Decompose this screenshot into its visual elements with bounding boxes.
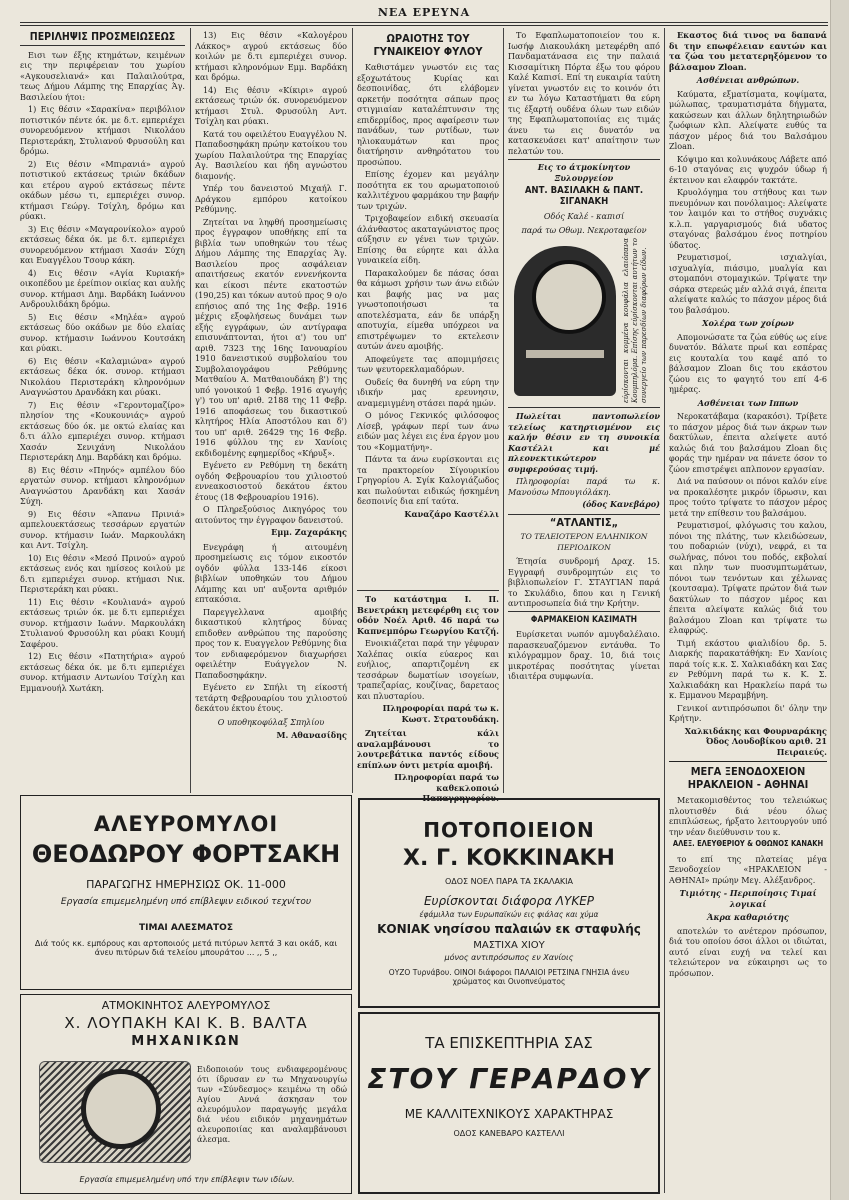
paragraph: Απομονώσατε τα ζώα εύθύς ως είνε δυνατόν. Βάλατε πρωί και εσπέρας εις κουταλία του καφέ από το βάλσαμον Zloan δις του εκάστου ζώου εις το φαγητό του επί 4-6 ημέρας. [669,331,827,394]
notice-heading: Το κατάστημα Ι. Π. Βενετράκη μετεφέρθη εις τον οδόν Νοέλ Αριθ. 46 παρά τω Καπνεμπόρω Γεωργίου Κατζή. [357,590,499,636]
address: παρά τω Οθωμ. Νεκροταφείον [521,224,647,235]
paragraph: 2) Εις θέσιν «Μπιρανιά» αγρού ποτιστικού εκτάσεως τριών δκάδων και ετέρου αγρού εκτάσεως πέντε οκάδων μέσω τι, εμπεριέχει συνορ. κτήμασι Γεώργ. Τσίχλη, δρόμω και ρύακι. [20,158,185,221]
ad-line: Ευρίσκονται διάφορα ΛΥΚΕΡ [423,894,595,908]
signature: Εμμ. Ζαχαράκης [271,527,347,537]
ad-heading: ΑΤΜΟΚΙΝΗΤΟΣ ΑΛΕΥΡΟΜΥΛΟΣ [101,999,271,1012]
column-3 [357,30,499,590]
paragraph: Γενικοί αντιπρόσωποι δι' όλην την Κρήτην. [669,702,827,723]
flywheel-icon [81,1069,161,1149]
pharmacy-heading: ΦΑΡΜΑΚΕΙΟΝ ΚΑΣΙΜΑΤΗ [508,611,660,626]
saw-wheel-icon [532,260,606,334]
ad-heading: ΜΗΧΑΝΙΚΩΝ [131,1034,241,1049]
ad-line: Εργασία επιμεμελημένη υπό επίβλεψιν ειδικού τεχνίτου [60,897,312,907]
header-rule-2 [20,25,828,26]
ad-text: Ειδοποιούν τους ενδιαφερομένους ότι ίδρυσαν εν τω Μηχανουργίω των «Σύνδεσμος» κειμένω τη οδώ Αγίου Αννά άσκησαν τον αλευρόμυλον παραγωγής μεγάλα διά νέου ειδικόν μηχανημάτων αλευροποιίας και αναλαμβάνουσι άλεσμα. [197,1065,347,1144]
paragraph: Κατά του οφειλέτου Ευαγγέλου Ν. Παπαδοσηφάκη πρώην κατοίκου του χωρίου Παλαιλούτρα της Επαρχίας Αγ. Βασιλείου και ήδη αγνώστου διαμονής. [195,128,347,181]
hotel-heading: ΜΕΓΑ ΞΕΝΟΔΟΧΕΙΟΝ ΗΡΑΚΛΕΙΟΝ - ΑΘΗΝΑΙ [669,761,827,791]
paragraph: 4) Εις θέσιν «Αγία Κυριακή» οικοπέδου με έρείπιον οικίας και αυλής συνορ. κτήμασι Δημ. Βαρδάκη Ιωάννου Ανδρουλιδάκη δρόμω. [20,267,185,309]
paragraph: Εγένετο εν Σπήλι τη είκοστή τετάρτη Φεβρουαρίου του χιλιοστού δεκάτου έκτου έτους. [195,682,347,713]
paragraph: 10) Εις θέσιν «Μεσό Πρινού» αγρού εκτάσεως ενός και ημίσεος κοιλού με δ.τι εμπεριέχει συνορ. κτήμασι Νικ. Περιστεράκη και ρύακι. [20,552,185,594]
atlantis-subtitle: ΤΟ ΤΕΛΕΙΟΤΕΡΟΝ ΕΛΛΗΝΙΚΟΝ ΠΕΡΙΟΔΙΚΟΝ [520,532,648,552]
ad-line: ΟΔΟΣ ΝΟΕΛ ΠΑΡΑ ΤΑ ΣΚΑΛΑΚΙΑ [444,877,574,886]
paragraph: Ο υποθηκοφύλαξ Σπηλίου [217,716,325,727]
paragraph: Πάντα τα άνω ευρίσκονται εις τα πρακτορείον Σίγουρικίου Γρηγορίου Α. Σγίκ Καλογιάζωδος και πωλούνται ειδικώς ήσκημένη δεσποινίς δια επί ταύτα. [357,454,499,506]
paragraph: Ζητείται να ληφθή προσημείωσις προς έγγραφον υποθήκης επί τα βιβλία των υποθηκών του τέως Δήμου Λάμπης της Επαρχίας Άγ. Βασιλείου προς ασφάλειαν απαιτήσεως εκατόν εννενήκοντα και είκοσι πέντε εκατοστών (190,25) και τόκων αυτού προς 9 ο/ο επήσιος από της 1ης Φεβρ. 1916 μέχρις εξοφλήσεως δυνάμει των εξής εγγράφων, ών αντίγραφα επισυνάπτονται, ήτοι α') του υπ' αριθ. 7323 της 16ης Ιανουαρίου 1910 δανειστικού συμβολαίου του Συμβολαιογράφου Ρεθύμνης Ματθαίου Α. Ματθαιουδάκη β') της υπό γονοικού 1 Φεβρ. 1916 αγωγής γ') του υπ' αριθ. 2188 της 11 Φεβρ. 1916 αποφάσεως του δικαστικού κλητήρος Ηλία Αποστόλου και δ') του υπ' αριθ. 26429 της 16 Φεβρ. 1916 φύλλου της εν Χανίοις εκδιδομένης εφημερίδος «Κήρυξ». [195,216,347,458]
paragraph: Εισι των έξης κτημάτων, κειμένων εις την περιφέρειαν του χωρίου «Αγκουσελιανά» και Παλαιλούτρα, τεως Δήμου Λάμπης της Επαρχίας Άγ. Βασιλείου ήτοι: [20,49,185,102]
paragraph: Κρυολόγημα του στήθους και των πνευμόνων και πονόλαιμος: Αλείψατε τον λαιμόν και το στήθος συχνάκις κ.λ.π. γαργαρισμούς διά υδατος σταγόνας βαλσάμου ένος ποτηρίου ύδατος. [669,187,827,250]
signature: Καναζάρο Καστέλλι [404,508,499,519]
paragraph: Τιμή εκάστου φιαλιδίου δρ. 5. Διαρκής παρακατάθήκη: Εν Χανίοις παρά τοίς κ.κ. Σ. Χαλκιαδάκη και Σας εν Ρεθύμνη παρά τω κ. Κ. Σ. Χαλκιαδάκη και Ηρακλείω παρά τω κ. Εμμανου Μεραμβήνη. [669,637,827,700]
paragraph: Ευρίσκεται νωπόν αμυγδαλέλαιο. παρασκευαζόμενον εντάυθα. Το κιλόγραμμον δραχ. 10, διά τοις μικροτέρας ποσότητας γίνεται ιδιαιτέρα συμφωνία. [508,629,660,681]
paragraph: Πωλείται παντοπωλείον τελείως κατηρτισμένον εις καλήν θέσιν εν τη συνοικία Καστέλλι και μέ πλεονεκτικώτερον συμφερούσας τιμή. [508,407,660,474]
paragraph: (όδος Κανεβάρο) [582,499,660,509]
paragraph: Χαλκιδάκης και Φουρναράκης Όδος Λουδοβίκου αριθ. 21 Πειραιεύς. [684,725,827,757]
paragraph: Εγένετο εν Ρεθύμνη τη δεκάτη ογδόη Φεβρουαρίου του χιλιοστού εννεακοσιοστού δεκάτου έκτου έτους (18 Φεβρουαρίου 1916). [195,460,347,502]
ad-heading: ΑΛΕΥΡΟΜΥΛΟΙ [93,812,279,836]
paragraph: Παρακαλούμεν δε πάσας όσαι θα κάμωσι χρήσιν των άνω ειδών και βαφής μας να μας γνωστοποιήσωσι τα αποτελέσματα, εάν δε υπάρξη αποτυχία, είμεθα υπόχρεοι να επιστρέψωμεν το εκτελεσιν αυτών άνευ αμοιβής. [357,267,499,351]
ad-line: Διά τούς κκ. εμπόρους και αρτοποιούς μετά πιτύρων λεπτά 3 και οκάδ, και άνευ πιτύρων διά τελείου μπουράτου ... ,, 5 ,, [34,939,338,957]
workshop-illustration [508,238,660,403]
column-divider [190,28,191,793]
column-5 [669,30,827,1195]
ad-line: ΤΙΜΑΙ ΑΛΕΣΜΑΤΟΣ [139,923,233,933]
column-4 [508,30,660,790]
hotel-owners: ΑΛΕΞ. ΕΛΕΥΘΕΡΙΟΥ & ΟΘΩΝΟΣ ΚΑΝΑΚΗ [672,839,824,848]
paragraph: Ουδείς θα δυνηθή να εύρη την ιδικήν μας ερευνησιν, αναμεμιγμένη στάσει παρά ημών. [357,376,499,408]
ad-line: μόνος αντιπρόσωπος εν Χανίοις [444,953,574,962]
paragraph: Καθιστάμεν γνωστόν εις τας εξοχωτάτους Κυρίας και δεσποινίδας, ότι ελάβομεν αρκετήν ποσότητα σάπων προς στιγμιαίαν καταλέπτυνσιν της επιδερμίδος, προς αφαίρεσιν των πανάδων, των ρυτίδων, των ηλιοκαυμάτων και προς διατήρησιν ανθηρότατου του προσώπου. [357,62,499,167]
vertical-caption: εύρίσκονται κομμένα κουφάλια ελαιόπανα Κουμπηλόμα. Επίσης εύρίσκονται αυτήτων το συνεργείο των παρεσδίων διαφόρων είδων. [622,238,648,403]
paragraph: Υπέρ του δανειστού Μιχαήλ Γ. Δράγκου εμπόρου κατοίκου Ρεθύμνης. [195,183,347,214]
paragraph: αποτελών το ανέτερον πρόσωπον, διά του οποίου όσοι άλλοι οι ιδιώται, αυτό είναι ευχή να τελεί και τελειώτερον να εύκαιρησι ως το πρόσωπον. [669,925,827,978]
paragraph: Παρεγγελλανα αμοιβής δικαστικού κλητήρος δύνας επιδοθεν ανθρώπου της παρούσης προς τον κ. Ευαγγελον Ρεθύμνης δια τον ενδιαφερόμενον διαχωρήσει οφειλέτην Ευάγγελον Ν. Παπαδοσηφάκην. [195,606,347,680]
ad-line: ΜΑΣΤΙΧΑ ΧΙΟΥ [473,940,545,951]
paragraph: 8) Εις θέσιν «Πηνός» αμπέλου δύο εργατών συνορ. κτήμασι κληρονόμων Αναγνώστου Δρανδάκη και Χασάν Σύχη. [20,464,185,506]
beauty-heading: ΩΡΑΙΟΤΗΣ ΤΟΥ ΓΥΝΑΙΚΕΙΟΥ ΦΥΛΟΥ [373,32,483,58]
ad-heading: Χ. ΛΟΥΠΑΚΗ ΚΑΙ Κ. Β. ΒΑΛΤΑ [64,1014,308,1032]
paragraph: Εκαστος διά τινος να δαπανά δι την επωφέλειαν εαυτών και τα ζώα του μετατερηξόμενον το βάλσαμον Zloan. [669,30,827,72]
signature: Μ. Αθανασίδης [276,730,347,740]
paragraph: Τριχοβαφείον ειδική σκευασία άλάνθαστος ακαταγώνιστος προς αύξησιν εν γένει των τριχών. Επίσης θα εύρητε και άλλα γυναικεία είδη. [357,213,499,265]
ad-line: έφάμιλλα των Ευρωπαϊκών εις φιάλας και χύμα [419,910,599,919]
ad-heading: Χ. Γ. ΚΟΚΚΙΝΑΚΗ [403,846,615,871]
paragraph: Επίσης έχομεν και μεγάλην ποσότητα εκ του αρωματοποιού καλλιτέχνου φαρμάκου την βαφήν των τριχών. [357,169,499,211]
paragraph: Το Εφαπλωματοποιείον του κ. Ιωσήφ Διακουλάκη μετεφέρθη από Πανδαματάνασα εις την παλαιά Κισσαμίτικη Πόρτα έξω του φόρου Καλέ Καπισί. Επί τη ευκαιρία ταύτη γίνεται γνωστόν εις το κοινόν ότι εν τω λόγω Καταστήματι θα εύρη τις έξαρτή ουδένα όλων των ειδών της Εφαπλωματοποιίας εις τιμάς άνευ τω εις δυνατόν να κατασκευάσει κατ' απαίτησιν των πελατών του. [508,30,660,156]
steam-mill-ad [20,994,352,1194]
hotel-cleanliness: Άκρα καθαριότης [707,912,789,922]
ad-heading: ΠΟΤΟΠΟΙΕΙΟΝ [423,818,595,842]
ad-heading: ΤΑ ΕΠΙΣΚΕΠΤΗΡΙΑ ΣΑΣ [425,1034,593,1052]
paragraph: 11) Εις θέσιν «Κουλιανά» αγρού εκτάσεως τριών όκ. με δ.τι εμπεριέχει συνορ. κτήμασιν Ιωάνν. Μαρκουλάκη Στυλιανού Φρυσούλη και ρύακι Κουμή Σαφέρου. [20,596,185,649]
paragraph: το επί της πλατείας μέγα Ξενοδοχείον «ΗΡΑΚΛΕΙΟΝ - ΑΘΗΝΑΙ» πρώην Μεγ. Αλέξανδρος. [669,853,827,885]
ad-heading: ΘΕΟΔΩΡΟΥ ΦΟΡΤΣΑΚΗ [31,840,341,868]
paragraph: Ρευματισμοί, φλόγωσις του καλου, πόνοι της πλάτης, των κλειδώσεων, του ποδαριών (νύχι), νεφρά, ει τα σωλήνας, πόνοι του ποδός, εκβολαί και πλην των πυοσυμπτωμάτων, πόνοι των τενόντων και χέλωνας (κουτσαμα). Τρίψατε πρώτον διά των δακτύλων το πάσχον μέρος και έπειτα αλείψατε καλώς διά του βαλσάμου Zloan και τρίψατε τω ελαφρώς. [669,520,827,635]
paragraph: Ενοικιάζεται παρά την γέφυραν Χαλέπας οικία εύαερος και ευήλιος, απαρτιζομένη εκ τεσσάρων δωματίων ισογείων, τραπεζαρίας, κουζίνας, δαρεταος και πλυσταρίου. [357,638,499,701]
paragraph: 14) Εις θέσιν «Κίκιρι» αγρού εκτάσεως τριών όκ. συνορευόμενον κτήμασι Στυλ. Φρυσούλη Αντ. Τσίχλη και ρύακι. [195,84,347,126]
ad-footer: Εργασία επιμεμελημένη υπό την επίβλεψιν των ιδίων. [79,1175,295,1184]
page-edge [830,0,849,1200]
paragraph: Αποφεύγετε τας απομιμήσεις των ψευτορεκλαμαδόρων. [357,353,499,374]
ad-line: ΜΕ ΚΑΛΛΙΤΕΧΝΙΚΟΥΣ ΧΑΡΑΚΤΗΡΑΣ [404,1107,614,1121]
paragraph: Καύματα, εξματίσματα, κοψίματα, μώλωπας, τραυματισμάτα δήγματα, κακώσεων και άλλων δηλητηριωδών ζωόφιων κλπ. Αλείψατε ευθύς τα πάσχον μέρος διά του Βαλσάμου Zloan. [669,88,827,151]
paragraph: Πληροφορίαι παρά τω καθεκλοποιώ Παπαγρηγορίου. [394,772,499,803]
paragraph: 5) Εις θέσιν «Μηλέα» αγρού εκτάσεως δύο οκάδων με δύο ελαίας συνορ. κτήμασιν Ιωάννου Κουτσάκη και ρύακι. [20,311,185,353]
header-rule [20,22,828,23]
paragraph: 3) Εις θέσιν «Μαγαρονίκολο» αγρού εκτάσεως δέκα όκ. με δ.τ. εμπεριέχει συνορευόμενον κτήμασι Χασάν Σύχη και Ευαγγέλου Τσουρ κάκη. [20,223,185,265]
atlantis-heading: “ΑΤΛΑΝΤΙΣ„ [508,514,660,529]
workshop-owners: ΑΝΤ. ΒΑΣΙΛΑΚΗ & ΠΑΝΤ. ΣΙΓΑΝΑΚΗ [524,185,644,207]
saw-table [526,350,604,358]
ad-heading: ΣΤΟΥ ΓΕΡΑΡΔΟΥ [367,1062,651,1095]
paragraph: Μετακομισθέντος του τελειώκως πλουτισθέν διά νέου όλως επιπλώσεως, ήρξατο λειτουργούν υπό την νέαν διεύθυνσιν του κ. [669,795,827,837]
flour-mill-ad [20,795,352,990]
paragraph: Ο Πληρεξούσιος Δικηγόρος του αιτούντος την έγγραφον δανειστού. [195,504,347,525]
paragraph: Πληροφορίαι παρά τω κ. Μανούσω Μπουγιόλάκη. [508,476,660,497]
business-card-ad [358,1012,660,1194]
paragraph: 7) Εις θέσιν «Γεροντομαζίρο» πλησίον της «Κουκουνιάς» αγρού εκτάσεως δύο όκ. με οκτώ ελαίας και δ.τι άλλο εμπεριέχει συνορ. κτήμασι Χασάν Σενιχάνη Νικολάου Περιστεράκη Δημ. Βαρδάκη και δρόμω. [20,399,185,462]
paragraph: Ζητείται κάλι αναλαμβάνουσι το λουτρεβάτικα παντός είδους επίπλων όντι μετρία αμοιβή. [357,728,499,770]
paragraph: 13) Εις θέσιν «Καλογέρου Λάκκος» αγρού εκτάσεως δύο κοιλών με δ.τι εμπεριέχει συνορ. κτήμασι κληρονόμων Εμμ. Βαρδάκη και δρόμω. [195,30,347,82]
paragraph: Πληροφορίαι παρά τω κ. Κωστ. Στρατουδάκη. [382,703,499,724]
ad-line: ΚΟΝΙΑΚ νησίσου παλαιών εκ σταφυλής [377,922,641,936]
paragraph: 9) Εις θέσιν «Άπανω Πρινιά» αμπελουεκτάσεως τεσσάρων εργατών συνορ. κτήμασιν Ιωάν. Μαρκουλάκη και Αντ. Τσίχλη. [20,508,185,550]
paragraph: Ο μόνος Γεκνικός φιλόσοφος Λίσεβ, γράφων περί των άνω ειδών μας λέγει εις ένα έργον μου του «Κομματήνη». [357,410,499,452]
paragraph: Νεροκατάβαμα (καρακόσι). Τρίβετε το πάσχον μέρος διά των άκρων των δακτύλων, έπειτα αλείψετε αυτό καλώς διά του βαλσάμου Zloan δις φοράς την ημέραν να πάνετε όσον το ζώον επιστρέψει απλπονον εργασίαν. [669,411,827,474]
section-heading: Ασθένειαι των Ιππων [697,397,799,408]
section-heading: Ασθένειαι ανθρώπων. [696,75,800,85]
newspaper-title: ΝΕΑ ΕΡΕΥΝΑ [377,6,471,19]
legal-notice-heading: ΠΕΡΙΛΗΨΙΣ ΠΡΟΣΜΕΙΩΣΕΩΣ [20,32,185,46]
column-divider [503,28,504,793]
ad-line: ΠΑΡΑΓΩΓΗΣ ΗΜΕΡΗΣΙΩΣ ΟΚ. 11-000 [86,878,286,891]
section-heading: Χολέρα των χοίρων [702,318,794,328]
ad-line: ΟΥΖΟ Τυρνάβου. ΟΙΝΟΙ διάφοροι ΠΑΛΑΙΟΙ ΡΕΤΣΙΝΑ ΓΝΗΣΙΑ άνευ χρώματος και Οινοπνεύματος [388,968,630,986]
paragraph: Ρευματισμοί, ισχιαλγίαι, ισχυαλγία, πιάσιμο, μυαλγία και στομαπόνι στομαχικών. Τρίψατε την σάρκα στερεώς μέν αλλά σιγά, έπειτα αλείψατε καλώς το πάσχον μέρος διά του βαλσάμου. [669,252,827,315]
column-2 [195,30,347,790]
paragraph: Έτησία συνδρομή Δραχ. 15. Εγγραφή συνδρομητών εις το βιβλιοπωλείον Γ. ΣΤΑΥΓΙΑΝ παρά το Σκυλάδιο, δπου και η Γενική αντιπροσωπεία διά την Κρήτην. [508,556,660,608]
address: Οδός Καλέ - καπισί [543,211,625,221]
paragraph: 6) Εις θέσιν «Καλαμιώνα» αγρού εκτάσεως δέκα όκ. συνορ. κτήμασι Νικολάου Περιστεράκη κληρονόμων Αναγνώστου Δρανδάκη και ρύακι. [20,355,185,397]
hotel-prices: Τιμιότης - Περιποίησις Τιμαί λογικαί [679,888,817,909]
paragraph: 12) Εις θέσιν «Πατητήρια» αγρού εκτάσεως δέκα όκ. με δ.τι εμπεριέχει συνορ. κτήμασιν Αντωνίου Τσίχλη και Εμμανουήλ Χωτάκη. [20,651,185,693]
paragraph: Διά να παύσουν οι πόνοι καλόν είνε να προκαλέσητε μικρόν ίδρωσιν, και προς τούτο τρίψατε το πάσχον μέρος μετά την επίθεσιν του βαλσάμου. [669,476,827,518]
column-divider [352,28,353,793]
ad-line: ΟΔΟΣ ΚΑΝΕΒΑΡΟ ΚΑΣΤΕΛΛΙ [453,1129,565,1138]
column-1 [20,30,185,790]
workshop-heading: Εις το άτμοκίνητον Ξυλουργείον [508,159,660,183]
paragraph: 1) Εις θέσιν «Σαρακίνα» περιβόλιον ποτιστικόν πέντε όκ. με δ.τ. εμπεριέχει συνορευόμενον κτήμασι Νικολάου Περιστεράκη, Στυλιανού Φρυσούλη και δρόμω. [20,104,185,156]
column-divider [664,28,665,1193]
paragraph: Ενεγράφη ή αιτουμένη προσημείωσις εις τόμον εικοστόν ογδόν φύλλα 133-146 είκοσι βιβλίων υποθηκών του Δήμου Λάμπης και υπ' αυξοντα αριθμόν επτακόσια. [195,541,347,604]
column-3-notices [357,590,499,803]
distillery-ad [358,798,660,1008]
paragraph: Κόψιμο και κολυνάκους Λάβετε από 6-10 σταγόνας εις ψυχρόν ύδωρ ή έκτεινον και ελαφρόν τακτάτε. [669,153,827,185]
